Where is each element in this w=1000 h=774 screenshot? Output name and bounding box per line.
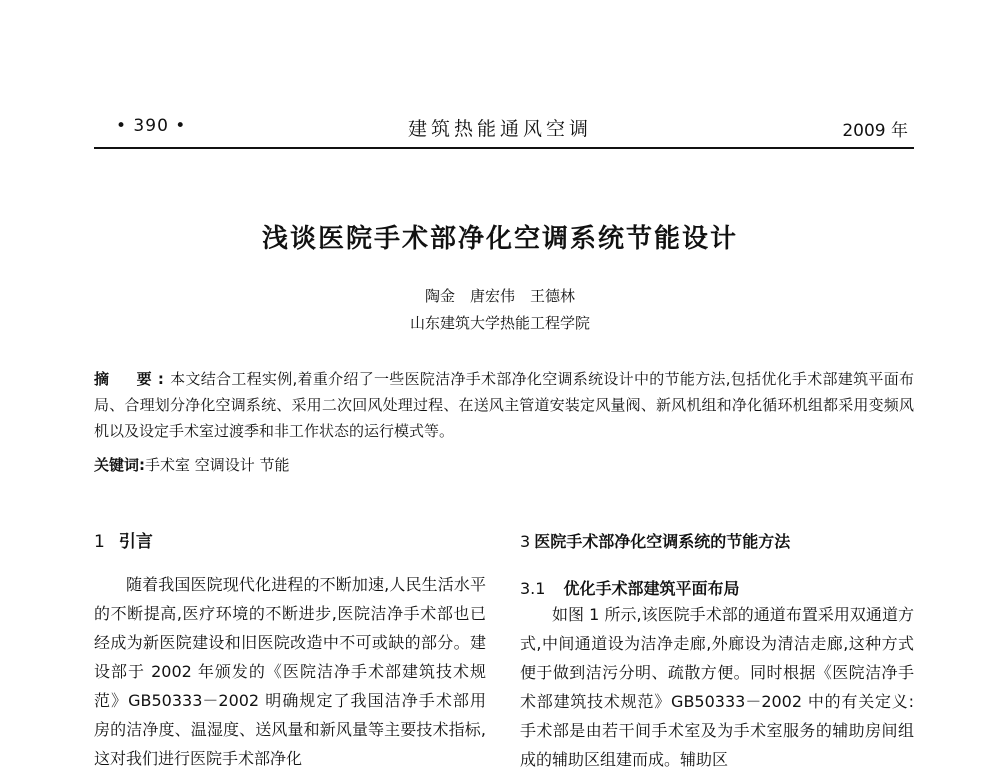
paper-authors: 陶金 唐宏伟 王德林 (424, 287, 575, 305)
header-rule (94, 147, 914, 149)
section-1-heading (94, 527, 153, 552)
abstract-text: 本文结合工程实例,着重介绍了一些医院洁净手术部净化空调系统设计中的节能方法,包括优化手术部建筑平面布局、合理划分净化空调系统、采用二次回风处理过程、在送风主管道安装定风量阀、新风机组和净化循环机组都采用变频风机以及设定手术室过渡季和非工作状态的运行模式等。 (94, 370, 914, 440)
section-3-1-body: 如图 1 所示,该医院手术部的通道布置采用双通道方式,中间通道设为洁净走廊,外廊设为清洁走廊,这种方式便于做到洁污分明、疏散方便。同时根据《医院洁净手术部建筑技术规范》GB50333－2002 中的有关定义:手术部是由若干间手术室及为手术室服务的辅助房间组成的辅助区组建而成。辅助区 (520, 605, 914, 769)
paper-affiliation: 山东建筑大学热能工程学院 (409, 314, 590, 332)
header-page-number: • 390 • (116, 116, 187, 136)
section-3-title: 医院手术部净化空调系统的节能方法 (534, 532, 791, 551)
paper-title: 浅谈医院手术部净化空调系统节能设计 (261, 224, 738, 254)
abstract (94, 366, 914, 444)
keywords-label: 关键词: (94, 456, 145, 474)
header-journal-name: 建筑热能通风空调 (407, 118, 592, 140)
keywords-text: 手术室 空调设计 节能 (145, 456, 290, 474)
section-1-body: 随着我国医院现代化进程的不断加速,人民生活水平的不断提高,医疗环境的不断进步,医院洁净手术部也已经成为新医院建设和旧医院改造中不可或缺的部分。建设部于 2002 年颁发的《医院洁净手术部建筑技术规范》GB50333－2002 明确规定了我国洁净手术部用房的洁净度、温湿度、送风量和新风量等主要技术指标,这对我们进行医院手术部净化 (94, 575, 486, 768)
section-3-1-title: 优化手术部建筑平面布局 (563, 579, 740, 598)
section-1-title: 引言 (118, 532, 153, 552)
section-1-number: 1 (94, 532, 105, 552)
section-3-heading (520, 529, 790, 552)
header-year: 2009 年 (842, 121, 908, 141)
section-3-1-heading (520, 576, 739, 599)
abstract-label: 摘 要: (94, 370, 170, 388)
section-3-number: 3 (520, 532, 531, 551)
section-3-1-number: 3.1 (520, 579, 546, 598)
keywords (94, 452, 914, 478)
